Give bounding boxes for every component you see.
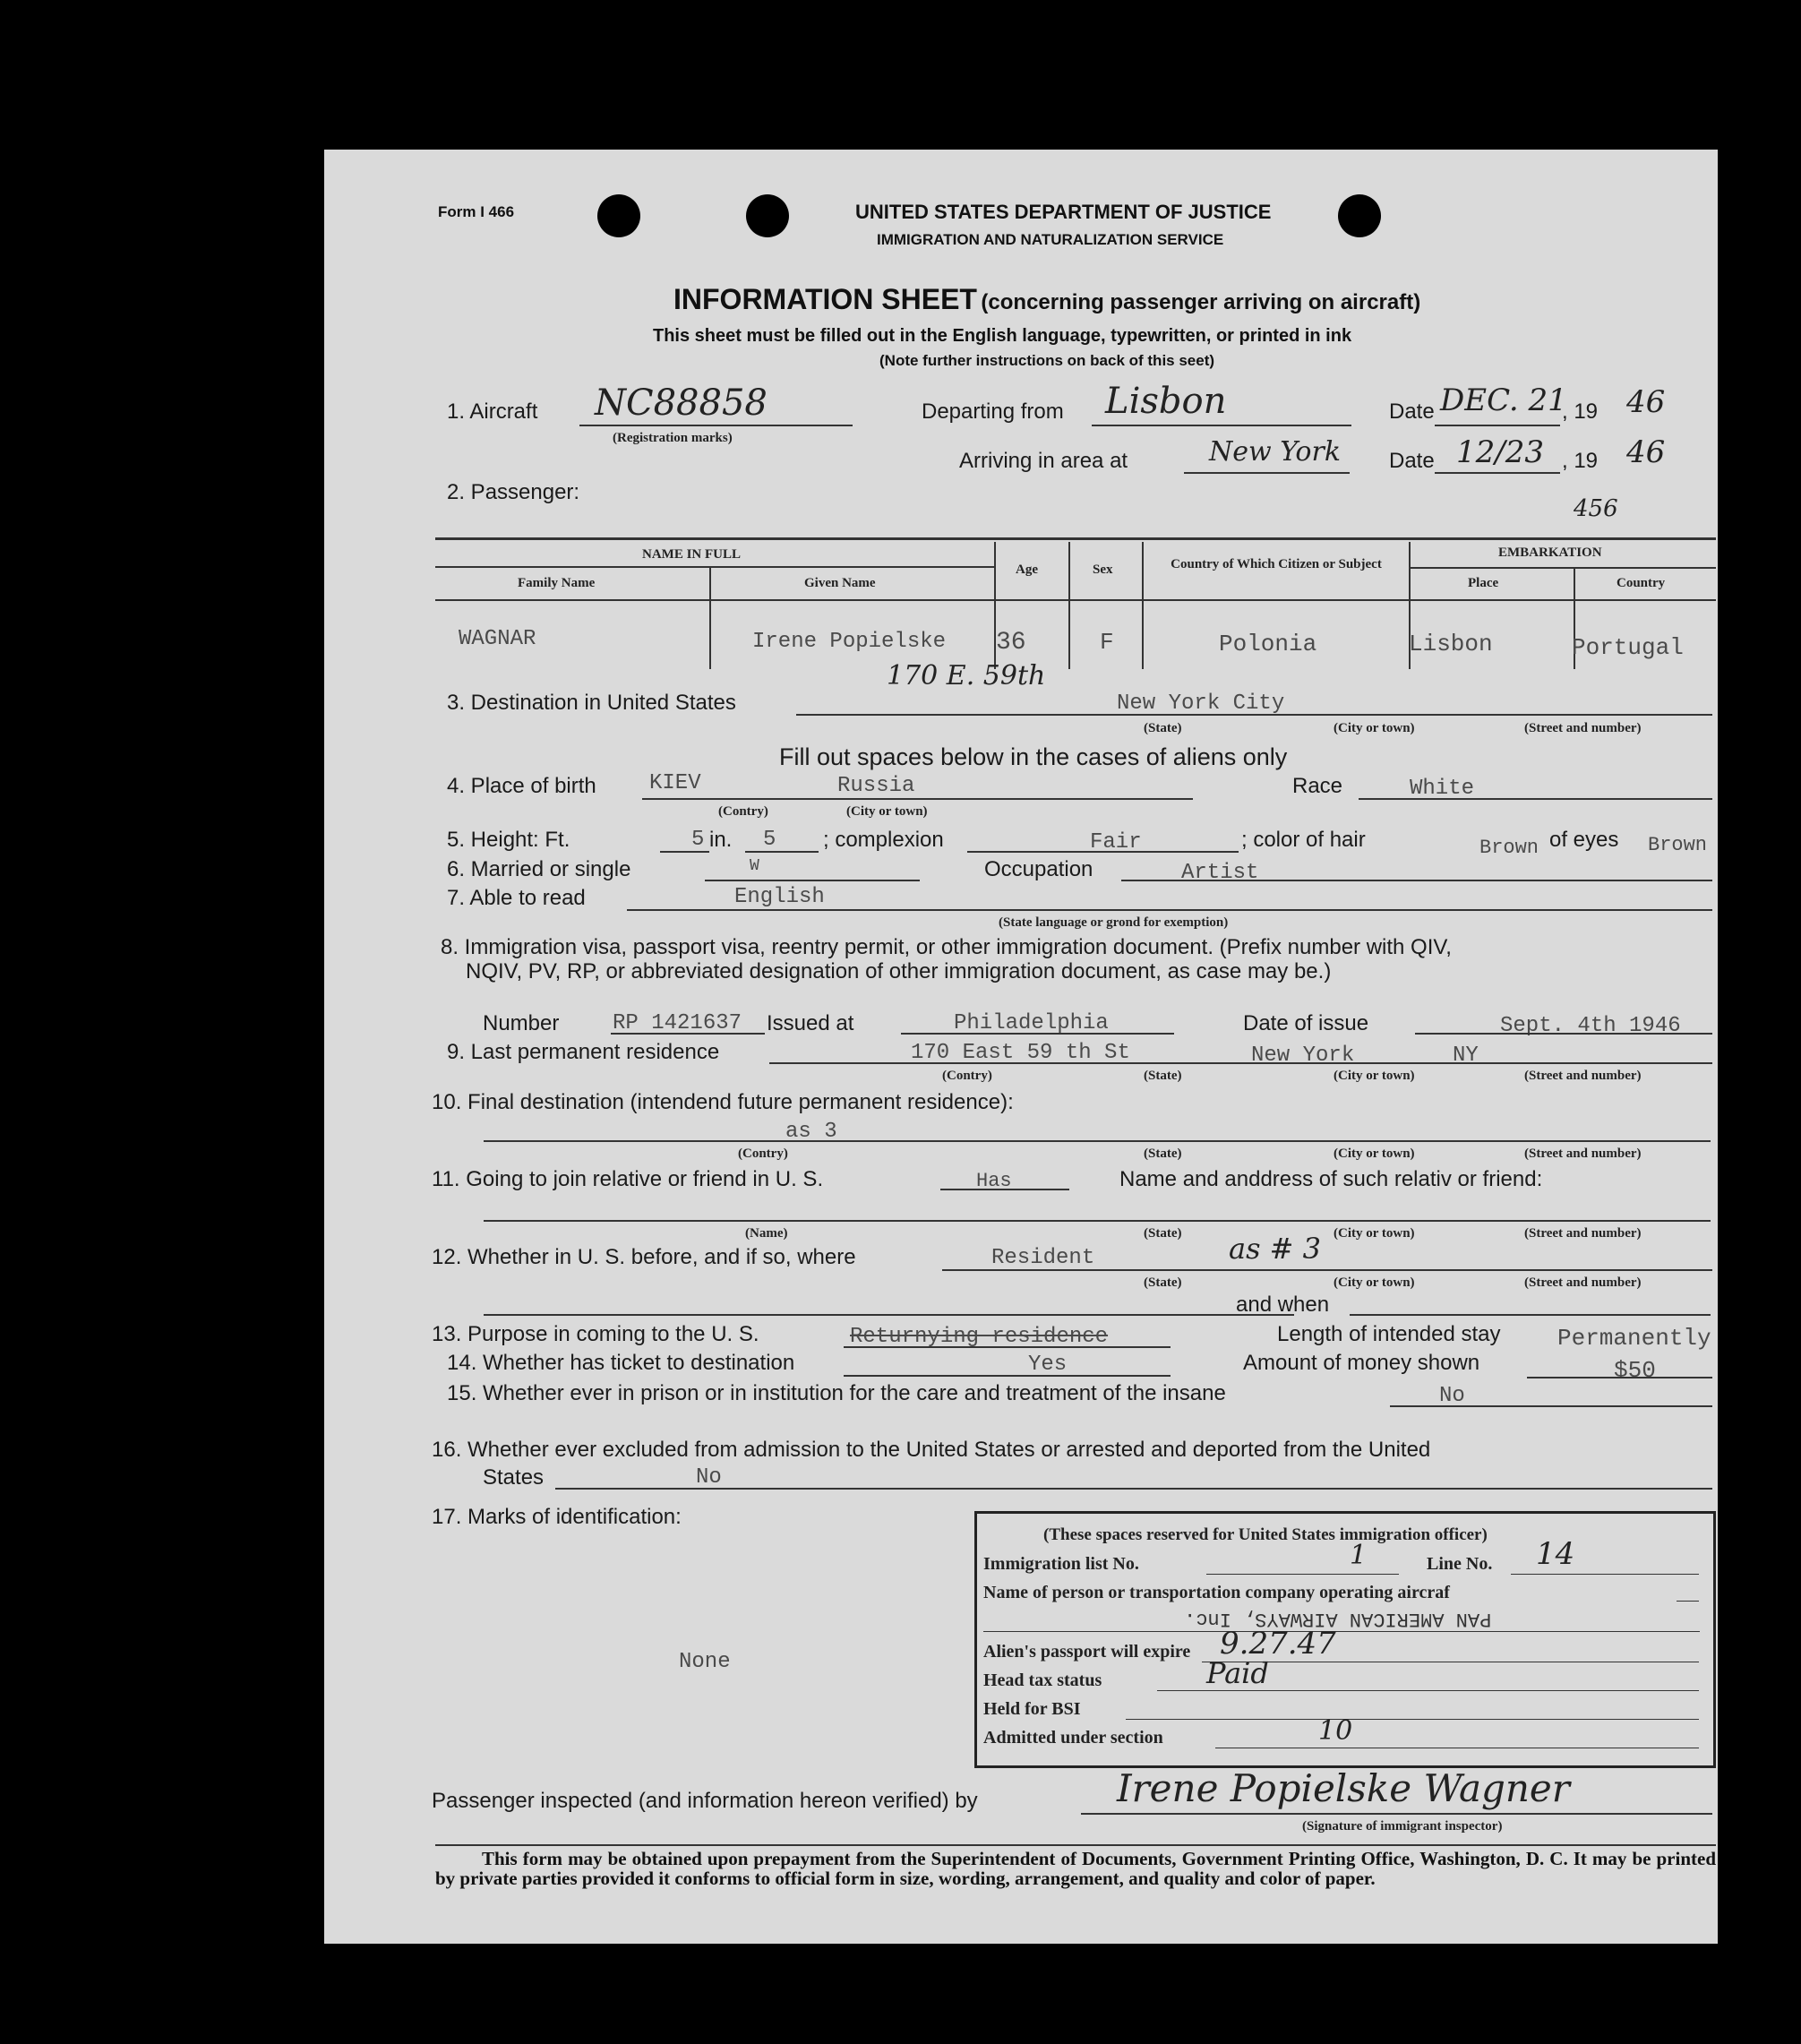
marital-status-underline — [705, 880, 920, 881]
departing-value: Lisbon — [1105, 381, 1227, 422]
identification-marks-label: 17. Marks of identification: — [432, 1505, 682, 1529]
doc-number-underline — [611, 1033, 765, 1035]
company-underline-2 — [983, 1631, 1700, 1632]
table-vline-3 — [1068, 542, 1070, 669]
form-sheet — [324, 150, 1718, 1944]
line-number-label: Line No. — [1427, 1554, 1493, 1574]
family-name-header: Family Name — [518, 576, 596, 590]
and-when-underline — [1350, 1314, 1711, 1316]
footer-text: This form may be obtained upon prepayment from the Superintendent of Documents, Government Printing Office, Washington, D. C. It may be printed by private parties provided it conforms to official form in size, wording, arrangement, and quality and color of paper. — [435, 1848, 1716, 1889]
form-title-row — [673, 283, 1420, 316]
punch-hole-center — [746, 194, 789, 237]
money-value: $50 — [1614, 1357, 1656, 1384]
height-in-underline — [745, 851, 819, 853]
occupation-value: Artist — [1181, 861, 1259, 885]
sex-value: F — [1100, 629, 1114, 656]
arriving-value: New York — [1209, 436, 1341, 468]
form-title-note: (concerning passenger arriving on aircraft) — [981, 290, 1421, 314]
issued-at-underline — [901, 1033, 1174, 1035]
form-title: INFORMATION SHEET — [673, 283, 977, 315]
service-name: IMMIGRATION AND NATURALIZATION SERVICE — [877, 231, 1224, 248]
punch-hole-left — [597, 194, 640, 237]
issued-at-value: Philadelphia — [954, 1011, 1109, 1035]
ticket-value: Yes — [1028, 1353, 1068, 1377]
doc-number-label: Number — [483, 1011, 560, 1035]
height-ft-underline — [660, 851, 709, 853]
date-value: DEC. 21 — [1440, 382, 1567, 418]
money-underline — [1527, 1377, 1712, 1378]
date-label: Date — [1389, 399, 1435, 424]
immigration-list-label: Immigration list No. — [983, 1554, 1139, 1574]
last-residence-state: NY — [1453, 1043, 1479, 1068]
name-in-full-header: NAME IN FULL — [642, 547, 742, 562]
signature-value: Irene Popielske Wagner — [1117, 1766, 1570, 1810]
given-name-value: Irene Popielske — [752, 630, 947, 654]
date2-value: 12/23 — [1456, 434, 1544, 470]
destination-label: 3. Destination in United States — [447, 691, 736, 715]
aircraft-underline — [579, 425, 853, 426]
prior-us-caption-city: (City or town) — [1334, 1275, 1415, 1290]
admitted-section-label: Admitted under section — [983, 1728, 1163, 1748]
relative-address-label: Name and anddress of such relativ or friend: — [1119, 1167, 1543, 1191]
join-relative-label: 11. Going to join relative or friend in U. S. — [432, 1167, 824, 1191]
arriving-label: Arriving in area at — [959, 449, 1128, 473]
purpose-label: 13. Purpose in coming to the U. S. — [432, 1322, 759, 1346]
occupation-underline — [1121, 880, 1712, 881]
sex-header: Sex — [1093, 563, 1113, 577]
doc-number-value: RP 1421637 — [613, 1011, 742, 1035]
immigration-list-underline — [1206, 1574, 1399, 1575]
final-destination-caption-state: (State) — [1144, 1147, 1182, 1161]
final-destination-label: 10. Final destination (intendend future permanent residence): — [432, 1090, 1014, 1114]
relative-address-underline — [484, 1220, 1711, 1222]
table-top-rule — [435, 537, 1716, 540]
height-ft-value: 5 — [691, 828, 705, 852]
table-vline-4 — [1142, 542, 1144, 669]
citizen-header: Country of Which Citizen or Subject — [1171, 557, 1382, 571]
height-in-label: in. — [709, 828, 733, 852]
able-to-read-caption: (State language or grond for exemption) — [999, 915, 1229, 930]
immigration-list-value: 1 — [1350, 1540, 1368, 1571]
date-of-issue-underline — [1415, 1033, 1712, 1035]
hair-color-value: Brown — [1479, 837, 1539, 859]
destination-caption-city: (City or town) — [1334, 721, 1415, 735]
office-box-title: (These spaces reserved for United States immigration officer) — [1043, 1525, 1488, 1544]
embark-country-header: Country — [1617, 576, 1666, 590]
registration-caption: (Registration marks) — [613, 431, 733, 445]
relative-caption-state: (State) — [1144, 1226, 1182, 1241]
final-destination-value: as 3 — [785, 1120, 837, 1144]
marital-status-label: 6. Married or single — [447, 857, 631, 881]
eye-color-label: of eyes — [1549, 828, 1619, 852]
destination-caption-street: (Street and number) — [1524, 721, 1642, 735]
passport-expire-label: Alien's passport will expire — [983, 1642, 1191, 1662]
head-tax-underline — [1157, 1690, 1699, 1691]
form-instruction-note: (Note further instructions on back of this seet) — [879, 352, 1215, 369]
age-value: 36 — [996, 629, 1026, 657]
stay-length-label: Length of intended stay — [1277, 1322, 1501, 1346]
embark-place-header: Place — [1468, 576, 1499, 590]
embark-place-value: Lisbon — [1409, 631, 1493, 657]
footer-rule — [435, 1844, 1716, 1846]
last-residence-caption-state: (State) — [1144, 1069, 1182, 1083]
able-to-read-value: English — [734, 885, 825, 909]
departing-underline — [1092, 425, 1351, 426]
age-header: Age — [1016, 563, 1038, 577]
prior-us-label: 12. Whether in U. S. before, and if so, where — [432, 1245, 856, 1269]
final-destination-caption-street: (Street and number) — [1524, 1147, 1642, 1161]
company-label: Name of person or transportation company operating aircraf — [983, 1583, 1450, 1602]
date-of-issue-value: Sept. 4th 1946 — [1500, 1014, 1681, 1038]
head-tax-value: Paid — [1206, 1656, 1269, 1690]
passport-expire-value: 9.27.47 — [1220, 1626, 1336, 1662]
aircraft-value: NC88858 — [595, 382, 768, 424]
last-residence-caption-street: (Street and number) — [1524, 1069, 1642, 1083]
final-destination-caption-city: (City or town) — [1334, 1147, 1415, 1161]
aircraft-label: 1. Aircraft — [447, 399, 538, 424]
excluded-value: No — [696, 1465, 722, 1490]
birthplace-caption-city: (City or town) — [846, 804, 928, 819]
prison-value: No — [1439, 1384, 1465, 1408]
signature-underline — [1081, 1813, 1712, 1815]
punch-hole-right — [1338, 194, 1381, 237]
destination-caption-state: (State) — [1144, 721, 1182, 735]
margin-note: 456 — [1574, 495, 1618, 522]
birthplace-city-value: KIEV — [649, 771, 701, 795]
immigration-doc-label-1: 8. Immigration visa, passport visa, reentry permit, or other immigration document. (Prefix number with QIV, — [441, 935, 1452, 959]
destination-handwritten-address: 170 E. 59th — [887, 660, 1046, 691]
complexion-label: ; complexion — [823, 828, 944, 852]
stay-length-value: Permanently — [1557, 1325, 1711, 1352]
join-relative-underline — [940, 1189, 1069, 1190]
prison-label: 15. Whether ever in prison or in institution for the care and treatment of the insane — [447, 1381, 1226, 1405]
prior-us-handwritten: as # 3 — [1229, 1232, 1322, 1266]
eye-color-value: Brown — [1648, 834, 1708, 856]
form-instruction: This sheet must be filled out in the English language, typewritten, or printed in ink — [653, 326, 1352, 346]
table-subheader-rule — [435, 566, 994, 568]
race-label: Race — [1292, 774, 1343, 798]
date2-label: Date — [1389, 449, 1435, 473]
signature-label: Passenger inspected (and information hereon verified) by — [432, 1789, 978, 1813]
last-residence-caption-country: (Contry) — [942, 1069, 992, 1083]
excluded-label-1: 16. Whether ever excluded from admission to the United States or arrested and deported from the United — [432, 1438, 1431, 1462]
able-to-read-underline — [627, 909, 1712, 911]
money-label: Amount of money shown — [1243, 1351, 1480, 1375]
race-value: White — [1410, 777, 1475, 801]
able-to-read-label: 7. Able to read — [447, 886, 586, 910]
prison-underline — [1390, 1405, 1712, 1407]
table-vline-1 — [709, 567, 711, 669]
year2-prefix: , 19 — [1562, 449, 1599, 473]
year-prefix: , 19 — [1562, 399, 1599, 424]
last-residence-underline — [769, 1062, 1712, 1064]
excluded-label-2: States — [483, 1465, 545, 1490]
prior-us-caption-state: (State) — [1144, 1275, 1182, 1290]
final-destination-underline — [484, 1140, 1711, 1142]
birthplace-caption-country: (Contry) — [718, 804, 768, 819]
embarkation-header: EMBARKATION — [1498, 545, 1602, 560]
last-residence-street: 170 East 59 th St — [911, 1041, 1130, 1065]
line-number-underline — [1511, 1574, 1699, 1575]
form-number: Form I 466 — [438, 203, 515, 220]
destination-underline — [796, 714, 1712, 716]
embark-country-value: Portugal — [1572, 634, 1684, 661]
aliens-only-note: Fill out spaces below in the cases of aliens only — [779, 743, 1288, 770]
relative-caption-city: (City or town) — [1334, 1226, 1415, 1241]
last-residence-caption-city: (City or town) — [1334, 1069, 1415, 1083]
arriving-underline — [1184, 472, 1350, 474]
company-underline-1 — [1677, 1601, 1699, 1602]
relative-caption-name: (Name) — [745, 1226, 788, 1241]
prior-us-value: Resident — [991, 1246, 1095, 1270]
destination-value: New York City — [1117, 691, 1285, 716]
head-tax-label: Head tax status — [983, 1670, 1102, 1690]
company-value: PAN AMERICAN AIRWAYS, Inc. — [1184, 1608, 1492, 1630]
identification-marks-value: None — [679, 1650, 731, 1674]
purpose-underline — [844, 1346, 1171, 1348]
given-name-header: Given Name — [804, 576, 876, 590]
held-for-bsi-underline — [1126, 1719, 1699, 1720]
height-label: 5. Height: Ft. — [447, 828, 570, 852]
year2-value: 46 — [1626, 434, 1666, 470]
passenger-label: 2. Passenger: — [447, 480, 580, 504]
date-underline — [1435, 425, 1560, 426]
occupation-label: Occupation — [984, 857, 1093, 881]
prior-us-underline — [942, 1269, 1712, 1271]
and-when-label: and when — [1236, 1293, 1330, 1317]
immigration-doc-label-2: NQIV, PV, RP, or abbreviated designation of other immigration document, as case may be.) — [466, 959, 1332, 983]
final-destination-caption-country: (Contry) — [738, 1147, 788, 1161]
relative-caption-street: (Street and number) — [1524, 1226, 1642, 1241]
marital-status-value: W — [750, 857, 759, 875]
excluded-underline — [555, 1488, 1712, 1490]
ticket-underline — [844, 1375, 1171, 1377]
height-in-value: 5 — [763, 828, 776, 852]
join-relative-value: Has — [976, 1170, 1012, 1192]
race-underline — [1359, 798, 1712, 800]
issued-at-label: Issued at — [767, 1011, 854, 1035]
department-name: UNITED STATES DEPARTMENT OF JUSTICE — [855, 201, 1272, 223]
date2-underline — [1435, 472, 1560, 474]
table-header-bottom-rule — [435, 599, 1716, 601]
birthplace-label: 4. Place of birth — [447, 774, 596, 798]
birthplace-country-value: Russia — [837, 774, 915, 798]
birthplace-underline — [642, 798, 1193, 800]
line-number-value: 14 — [1536, 1536, 1575, 1572]
date-of-issue-label: Date of issue — [1243, 1011, 1369, 1035]
hair-color-label: ; color of hair — [1241, 828, 1366, 852]
year-value: 46 — [1626, 384, 1666, 420]
signature-caption: (Signature of immigrant inspector) — [1302, 1819, 1503, 1834]
departing-label: Departing from — [922, 399, 1064, 424]
purpose-value: Returnying residence — [850, 1325, 1109, 1349]
table-subheader-rule-embark — [1409, 567, 1716, 569]
complexion-value: Fair — [1090, 830, 1142, 855]
family-name-value: WAGNAR — [459, 627, 536, 651]
admitted-section-value: 10 — [1318, 1715, 1353, 1747]
last-residence-label: 9. Last permanent residence — [447, 1040, 720, 1064]
prior-us-caption-street: (Street and number) — [1524, 1275, 1642, 1290]
held-for-bsi-label: Held for BSI — [983, 1699, 1081, 1719]
last-residence-city: New York — [1251, 1043, 1355, 1068]
prior-us-underline-2 — [484, 1314, 1294, 1316]
complexion-underline — [967, 851, 1239, 853]
ticket-label: 14. Whether has ticket to destination — [447, 1351, 795, 1375]
citizen-value: Polonia — [1219, 631, 1317, 657]
